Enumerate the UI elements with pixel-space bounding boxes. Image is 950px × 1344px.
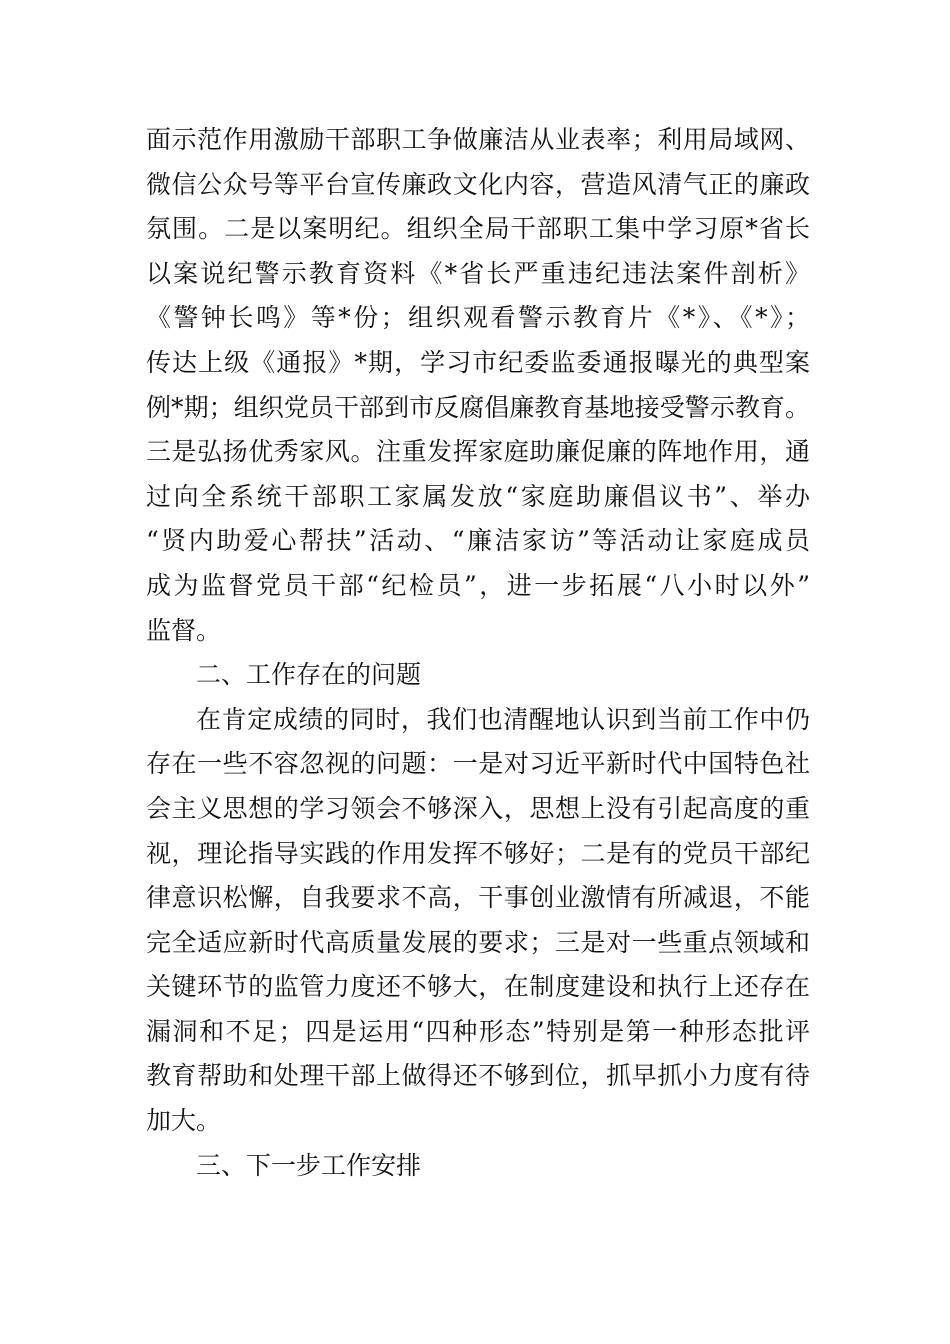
text-line: 视，理论指导实践的作用发挥不够好；二是有的党员干部纪 [146,838,810,868]
text-line: 面示范作用激励干部职工争做廉洁从业表率；利用局域网、 [146,125,810,154]
document-body [146,118,810,1188]
text-line: 教育帮助和处理干部上做得还不够到位，抓早抓小力度有待 [146,1061,810,1091]
text-line: 存在一些不容忽视的问题：一是对习近平新时代中国特色社 [146,749,810,779]
text-line: 例*期；组织党员干部到市反腐倡廉教育基地接受警示教育。 [146,392,810,422]
text-line: 三是弘扬优秀家风。注重发挥家庭助廉促廉的阵地作用，通 [146,437,810,467]
text-line: 微信公众号等平台宣传廉政文化内容，营造风清气正的廉政 [146,169,810,199]
paragraph-existing-problems [146,698,810,1144]
text-line: 律意识松懈，自我要求不高，干事创业激情有所减退，不能 [146,883,810,913]
text-line: 《警钟长鸣》等*份；组织观看警示教育片《*》、《*》； [146,303,810,333]
text-line: 传达上级《通报》*期，学习市纪委监委通报曝光的典型案 [146,347,810,377]
text-line: 在肯定成绩的同时，我们也清醒地认识到当前工作中仍 [196,704,810,734]
paragraph-discipline-education [146,118,810,653]
text-line: 会主义思想的学习领会不够深入，思想上没有引起高度的重 [146,793,810,823]
section-heading-next-steps: 三、下一步工作安排 [196,1150,422,1180]
text-line: 成为监督党员干部“纪检员”，进一步拓展“八小时以外” [146,570,810,600]
text-line: 完全适应新时代高质量发展的要求；三是对一些重点领域和 [146,927,810,957]
text-line: 监督。 [146,615,222,645]
text-line: 以案说纪警示教育资料《*省长严重违纪违法案件剖析》 [146,258,810,288]
text-line: 关键环节的监管力度还不够大，在制度建设和执行上还存在 [146,972,810,1002]
text-line: 氛围。二是以案明纪。组织全局干部职工集中学习原*省长 [146,214,810,244]
text-line: 过向全系统干部职工家属发放“家庭助廉倡议书”、举办 [146,481,810,511]
text-line: 漏洞和不足；四是运用“四种形态”特别是第一种形态批评 [146,1016,810,1046]
text-line: “贤内助爱心帮扶”活动、“廉洁家访”等活动让家庭成员 [146,526,810,556]
text-line: 加大。 [146,1106,222,1136]
section-heading-problems: 二、工作存在的问题 [196,660,422,690]
